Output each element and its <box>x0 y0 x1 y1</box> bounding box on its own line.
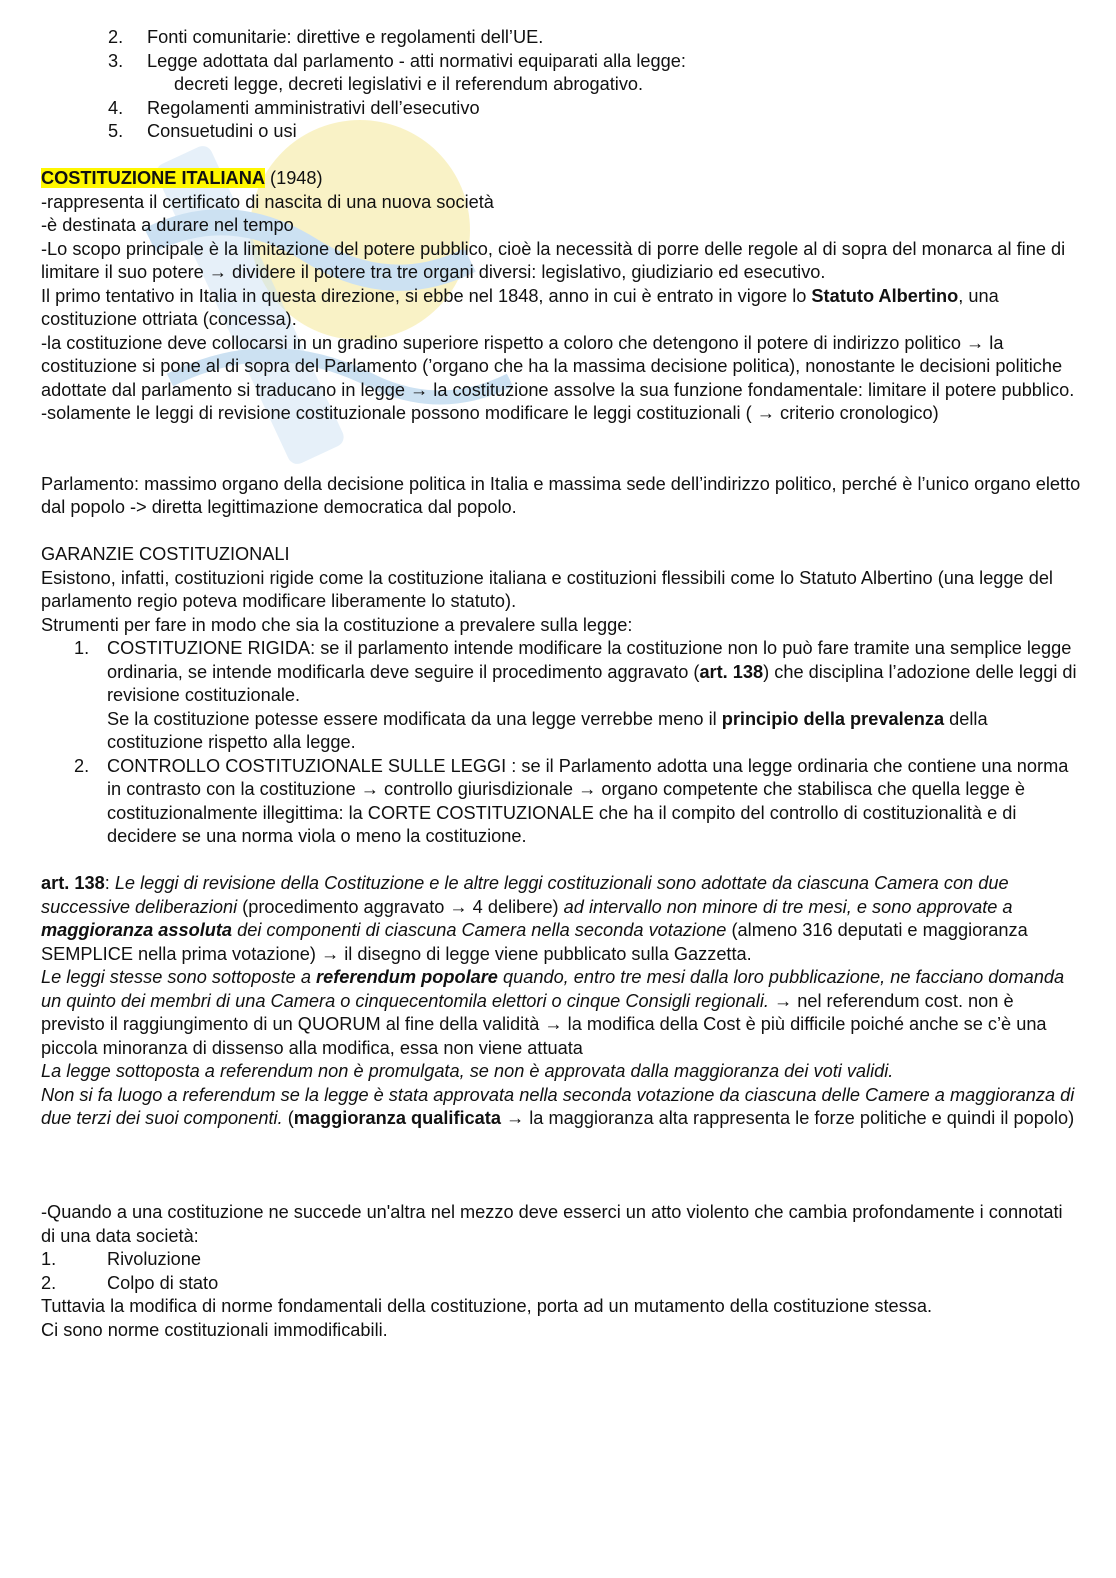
list-number: 2. <box>41 1272 57 1293</box>
bold-text: Statuto Albertino <box>811 285 959 306</box>
list-number: 1. <box>41 1249 57 1269</box>
heading-year: (1948) <box>264 168 323 188</box>
paragraph: Tuttavia la modifica di norme fondamentali della costituzione, porta ad un mutamento della costituzione stessa. <box>41 1296 933 1316</box>
list-item <box>41 1248 1081 1272</box>
paragraph-referendum <box>41 966 1081 1060</box>
paragraph: -Quando a una costituzione ne succede un'altra nel mezzo deve esserci un atto violento che cambia profondamente i connotati di una data società: <box>41 1202 1063 1246</box>
paragraph: -la costituzione deve collocarsi in un gradino superiore rispetto a coloro che detengono il potere di indirizzo politico → la costituzione si pone al di sopra del Parlamento (’organo che ha la massima decisione politica), nonostante le decisioni politiche adottate dal parlamento si traducano in legge → la costituzione assolve la sua funzione fondamentale: limitare il potere pubblico. <box>41 332 1075 400</box>
paragraph: Strumenti per fare in modo che sia la costituzione a prevalere sulla legge: <box>41 614 633 635</box>
document-page <box>41 26 1081 1342</box>
paragraph <box>41 1060 1081 1084</box>
italic-text: La legge sottoposta a referendum non è promulgata, se non è approvata dalla maggioranza dei voti validi. <box>41 1061 894 1081</box>
italic-text: Non si fa luogo a referendum se la legge è stata approvata nella seconda votazione da ciascuna delle Camere a maggioranza di due terzi dei suoi componenti. <box>41 1084 1075 1128</box>
paragraph: -Lo scopo principale è la limitazione del potere pubblico, cioè la necessità di porre delle regole al di sopra del monarca al fine di limitare il suo potere → dividere il potere tra tre organi diversi: legislativo, giudiziario ed esecutivo. <box>41 238 1066 282</box>
bold-text: maggioranza qualificata <box>293 1108 501 1128</box>
paragraph: Esistono, infatti, costituzioni rigide come la costituzione italiana e costituzioni flessibili come lo Statuto Albertino (una legge del parlamento regio poteva modificare liberamente lo statuto). <box>41 567 1053 611</box>
list-item <box>41 755 1081 849</box>
bold-text: art. 138 <box>699 661 764 682</box>
italic-text: quando, entro tre mesi dalla loro pubblicazione, ne facciano domanda un quinto dei membri di una Camera o cinquecentomila elettori o cinque Consigli regionali. <box>41 967 1065 1011</box>
list-text: decreti legge, decreti legislativi e il referendum abrogativo. <box>174 74 644 94</box>
paragraph: -rappresenta il certificato di nascita di una nuova società <box>41 191 494 212</box>
italic-text: Le leggi di revisione della Costituzione e le altre leggi costituzionali sono adottate da ciascuna Camera con due successive deliberazioni <box>41 873 1009 917</box>
text: : <box>104 873 115 893</box>
text: (procedimento aggravato → 4 delibere) <box>237 896 564 917</box>
text: Il primo tentativo in Italia in questa direzione, si ebbe nel 1848, anno in cui è entrato in vigore lo <box>41 285 812 306</box>
text: COSTITUZIONE RIGIDA: se il parlamento intende modificare la costituzione non lo può fare tramite una semplice legge ordinaria, se intende modificarla deve seguire il procedimento aggravato ( <box>107 638 1072 682</box>
bold-text: principio della prevalenza <box>721 708 945 729</box>
list-number: 2. <box>108 27 124 47</box>
list-number: 1. <box>74 638 90 658</box>
list-item <box>41 50 1081 74</box>
text: ( <box>282 1108 294 1128</box>
list-text: Fonti comunitarie: direttive e regolamenti dell’UE. <box>147 27 544 47</box>
text: Se la costituzione potesse essere modificata da una legge verrebbe meno il <box>107 708 722 729</box>
bold-italic-text: referendum popolare <box>316 967 498 987</box>
text: ) che disciplina l’adozione delle leggi di revisione costituzionale. <box>107 661 1077 705</box>
paragraph: -è destinata a durare nel tempo <box>41 215 294 235</box>
list-number: 4. <box>108 97 124 118</box>
list-item <box>41 26 1081 50</box>
list-item <box>41 97 1081 121</box>
text: → nel referendum cost. non è previsto il raggiungimento di un QUORUM al fine della validità → la modifica della Cost è più difficile poiché anche se c’è una piccola minoranza di dissenso alla modifica, essa non viene attuata <box>41 990 1047 1058</box>
highlighted-heading: COSTITUZIONE ITALIANA <box>41 168 265 188</box>
list-item <box>41 637 1081 708</box>
italic-text: ad intervallo non minore di tre mesi, e sono approvate a <box>563 896 1013 917</box>
section-heading-costituzione <box>41 167 1081 191</box>
list-item-continuation <box>41 73 1081 97</box>
list-number: 2. <box>74 755 90 776</box>
paragraph: Ci sono norme costituzionali immodificabili. <box>41 1319 388 1340</box>
list-item-continuation <box>41 708 1081 755</box>
paragraph-maggioranza <box>41 1084 1081 1131</box>
list-number: 5. <box>108 121 124 141</box>
paragraph: -solamente le leggi di revisione costituzionale possono modificare le leggi costituzionali ( → criterio cronologico) <box>41 403 939 423</box>
text: (almeno 316 deputati e maggioranza SEMPLICE nella prima votazione) → il disegno di legge viene pubblicato sulla Gazzetta. <box>41 920 1028 964</box>
section-heading-garanzie: GARANZIE COSTITUZIONALI <box>41 544 290 564</box>
list-text: Rivoluzione <box>107 1249 202 1269</box>
text: CONTROLLO COSTITUZIONALE SULLE LEGGI : se il Parlamento adotta una legge ordinaria che contiene una norma in contrasto con la costituzione → controllo giurisdizionale → organo competente che stabilisca che quella legge è costituzionalmente illegittima: la CORTE COSTITUZIONALE che ha il compito del controllo di costituzionalità e di decidere se una norma viola o meno la costituzione. <box>107 755 1069 846</box>
list-text: Colpo di stato <box>107 1272 219 1293</box>
list-text: Legge adottata dal parlamento - atti normativi equiparati alla legge: <box>147 50 686 71</box>
bold-italic-text: maggioranza assoluta <box>41 920 233 940</box>
paragraph-statuto <box>41 285 1081 332</box>
list-number: 3. <box>108 50 124 71</box>
text: della costituzione rispetto alla legge. <box>107 708 988 752</box>
list-text: Consuetudini o usi <box>147 121 297 141</box>
text: → la maggioranza alta rappresenta le forze politiche e quindi il popolo) <box>500 1108 1075 1128</box>
paragraph-parlamento: Parlamento: massimo organo della decisione politica in Italia e massima sede dell’indirizzo politico, perché è l’unico organo eletto dal popolo -> diretta legittimazione democratica dal popolo. <box>41 473 1081 517</box>
text: , una costituzione ottriata (concessa). <box>41 285 999 329</box>
list-text: Regolamenti amministrativi dell’esecutivo <box>147 97 480 118</box>
italic-text: dei componenti di ciascuna Camera nella seconda votazione <box>232 920 727 940</box>
paragraph-art138 <box>41 872 1081 966</box>
bold-text: art. 138 <box>41 873 105 893</box>
italic-text: Le leggi stesse sono sottoposte a <box>41 967 317 987</box>
list-item <box>41 1272 1081 1296</box>
list-item <box>41 120 1081 144</box>
